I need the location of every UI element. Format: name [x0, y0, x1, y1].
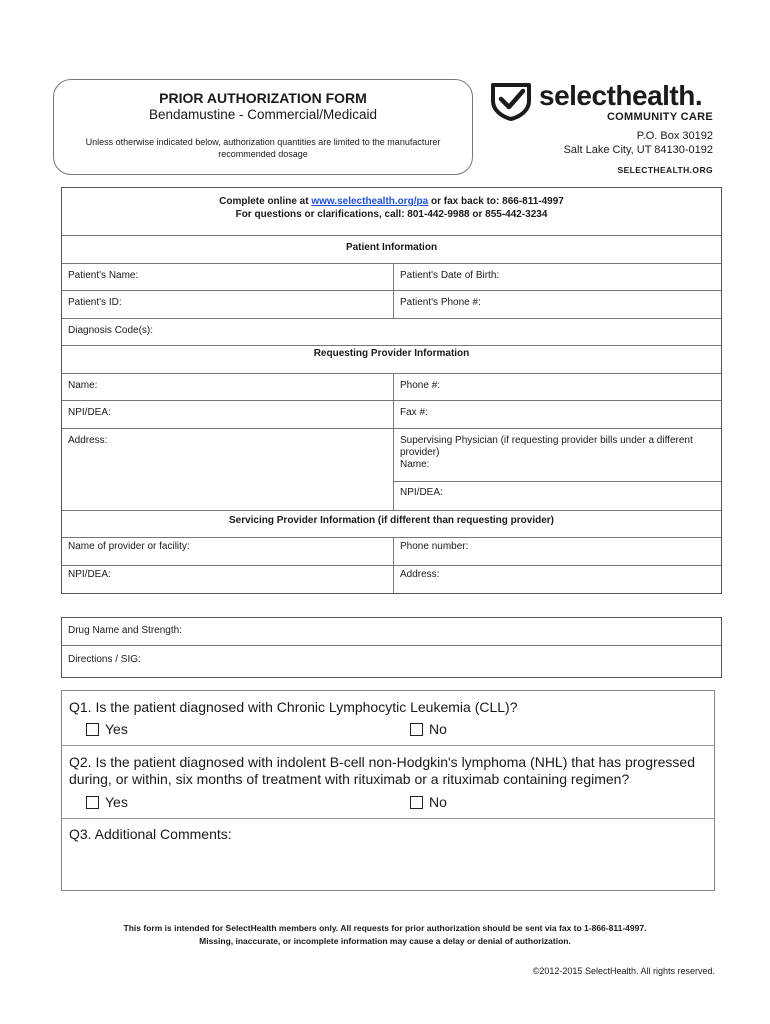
servicing-phone-field[interactable]: Phone number:	[400, 541, 469, 552]
contact-suffix: or fax back to: 866-811-4997	[428, 196, 564, 207]
requesting-row-1	[62, 373, 721, 400]
additional-comments-field[interactable]	[62, 843, 714, 867]
footer-notice	[40, 922, 730, 948]
diagnosis-field[interactable]: Diagnosis Code(s):	[68, 325, 154, 336]
supervising-name-field[interactable]: Name:	[400, 459, 430, 470]
info-table	[61, 187, 722, 594]
question-3: Q3. Additional Comments:	[69, 826, 232, 842]
requesting-row-2	[62, 400, 721, 428]
form-note: Unless otherwise indicated below, authorization quantities are limited to the manufacturer recommended dosage	[85, 137, 441, 159]
requesting-address-field[interactable]: Address:	[62, 429, 394, 510]
address-line1: P.O. Box 30192	[636, 130, 713, 142]
requesting-heading: Requesting Provider Information	[313, 348, 470, 359]
copyright: ©2012-2015 SelectHealth. All rights reserved.	[532, 966, 715, 976]
form-subtitle: Bendamustine - Commercial/Medicaid	[148, 107, 378, 122]
directions-field[interactable]: Directions / SIG:	[68, 654, 141, 665]
q2-no-option[interactable]: No	[410, 794, 447, 810]
selecthealth-logo	[489, 80, 719, 180]
website: SELECTHEALTH.ORG	[617, 165, 713, 175]
patient-row-2	[62, 290, 721, 318]
patient-heading-row	[62, 235, 721, 263]
q1-no-checkbox[interactable]	[410, 723, 423, 736]
form-title: PRIOR AUTHORIZATION FORM	[159, 90, 367, 106]
requesting-npi-field[interactable]: NPI/DEA:	[62, 401, 394, 428]
drug-table	[61, 617, 722, 678]
brand-name: selecthealth.	[539, 80, 703, 111]
q1-yes-option[interactable]: Yes	[86, 721, 128, 737]
contact-prefix: Complete online at	[219, 196, 312, 207]
servicing-heading-row	[62, 510, 721, 537]
supervising-physician-label: Supervising Physician (if requesting provider bills under a different provider)	[400, 435, 693, 458]
requesting-fax-field[interactable]: Fax #:	[400, 407, 428, 418]
divider	[62, 745, 714, 746]
patient-dob-field[interactable]: Patient's Date of Birth:	[400, 270, 500, 281]
requesting-row-3	[62, 428, 721, 510]
q2-yes-option[interactable]: Yes	[86, 794, 128, 810]
brand-subtitle: COMMUNITY CARE	[606, 111, 713, 123]
questions-box	[61, 690, 715, 891]
contact-phone: For questions or clarifications, call: 801-442-9988 or 855-442-3234	[235, 209, 548, 220]
heart-check-icon	[489, 81, 533, 121]
patient-heading: Patient Information	[345, 242, 438, 253]
servicing-heading: Servicing Provider Information (if different than requesting provider)	[228, 515, 555, 526]
divider	[62, 818, 714, 819]
drug-name-field[interactable]: Drug Name and Strength:	[68, 625, 182, 636]
q1-no-option[interactable]: No	[410, 721, 447, 737]
supervising-npi-field[interactable]: NPI/DEA:	[394, 481, 721, 510]
q2-yes-checkbox[interactable]	[86, 796, 99, 809]
patient-name-field[interactable]: Patient's Name:	[62, 264, 394, 290]
diagnosis-row	[62, 318, 721, 345]
contact-row	[62, 188, 721, 235]
question-2: Q2. Is the patient diagnosed with indolent B-cell non-Hodgkin's lymphoma (NHL) that has progressed during, or within, six months of treatment with rituximab or a rituximab containing regimen?	[69, 754, 696, 787]
footer-line1: This form is intended for SelectHealth members only. All requests for prior authorization should be sent via fax to 1-866-811-4997.	[123, 923, 647, 933]
servicing-name-field[interactable]: Name of provider or facility:	[62, 538, 394, 565]
form-title-box	[53, 79, 473, 175]
question-1: Q1. Is the patient diagnosed with Chronic Lymphocytic Leukemia (CLL)?	[69, 699, 518, 715]
online-pa-link[interactable]: www.selecthealth.org/pa	[311, 196, 429, 207]
servicing-row-1	[62, 537, 721, 565]
servicing-npi-field[interactable]: NPI/DEA:	[62, 566, 394, 593]
requesting-name-field[interactable]: Name:	[62, 374, 394, 400]
servicing-row-2	[62, 565, 721, 593]
q1-yes-checkbox[interactable]	[86, 723, 99, 736]
address-line2: Salt Lake City, UT 84130-0192	[563, 144, 713, 156]
q2-no-checkbox[interactable]	[410, 796, 423, 809]
requesting-phone-field[interactable]: Phone #:	[400, 380, 441, 391]
footer-line2: Missing, inaccurate, or incomplete information may cause a delay or denial of authorization.	[199, 936, 571, 946]
patient-row-1	[62, 263, 721, 290]
patient-phone-field[interactable]: Patient's Phone #:	[400, 297, 481, 308]
requesting-heading-row	[62, 345, 721, 373]
patient-id-field[interactable]: Patient's ID:	[62, 291, 394, 318]
servicing-address-field[interactable]: Address:	[400, 569, 440, 580]
